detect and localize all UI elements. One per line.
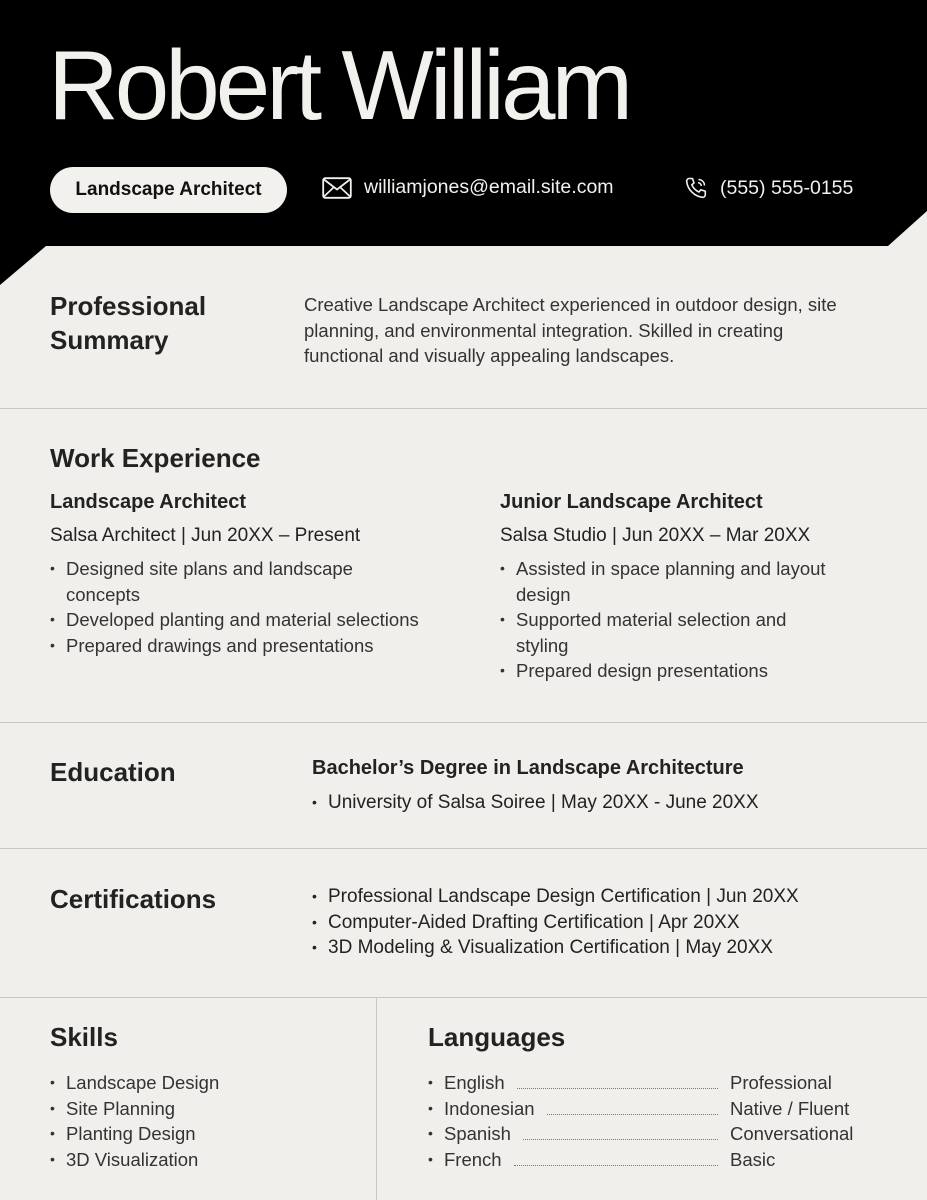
certifications-title: Certifications [50,884,217,914]
column-divider [376,998,377,1200]
education-title: Education [50,757,176,787]
list-item: • Prepared drawings and presentations [50,633,420,659]
language-name: • Indonesian [428,1096,535,1122]
list-item: • University of Salsa Soiree | May 20XX - June 20XX [312,790,872,816]
section-divider [0,722,927,723]
list-item: • Professional Landscape Design Certification | Jun 20XX [312,884,892,910]
experience-title: Work Experience [50,443,261,473]
job-bullets [50,556,420,658]
language-row [428,1070,864,1096]
candidate-name: Robert William [48,30,630,140]
list-item: • Site Planning [50,1096,350,1122]
phone-icon [684,176,708,200]
list-item: • Assisted in space planning and layout design [500,556,830,607]
languages-list [428,1070,864,1172]
language-level: Conversational [730,1123,854,1144]
dotted-leader [514,1165,718,1166]
section-divider [0,408,927,409]
language-row [428,1121,864,1147]
list-item: • Prepared design presentations [500,658,830,684]
email-contact[interactable] [322,176,614,199]
dotted-leader [523,1139,718,1140]
dotted-leader [517,1088,718,1089]
list-item: • Landscape Design [50,1070,350,1096]
job-title: Landscape Architect [50,491,246,513]
skills-list [50,1070,350,1172]
list-item: • Designed site plans and landscape concepts [50,556,420,607]
language-level: Native / Fluent [730,1097,850,1119]
job-meta: Salsa Studio | Jun 20XX – Mar 20XX [500,525,811,546]
job-meta: Salsa Architect | Jun 20XX – Present [50,525,361,546]
language-level: Professional [730,1072,832,1093]
role-badge: Landscape Architect [50,167,287,213]
language-level: Basic [730,1148,776,1170]
summary-title: Professional Summary [50,291,207,356]
phone-contact[interactable] [684,176,853,200]
education-bullets [312,790,872,816]
section-divider [0,848,927,849]
list-item: • Computer-Aided Drafting Certification | Apr 20XX [312,910,892,936]
job-bullets [500,556,830,684]
languages-title: Languages [428,1022,566,1052]
dotted-leader [547,1114,718,1115]
job-title: Junior Landscape Architect [500,491,763,513]
skills-title: Skills [50,1022,118,1052]
language-name: • Spanish [428,1121,511,1147]
list-item: • Developed planting and material selections [50,607,420,633]
language-name: • French [428,1147,502,1173]
envelope-icon [322,177,352,199]
phone-text: (555) 555-0155 [720,176,854,199]
language-name: • English [428,1070,505,1096]
email-text: williamjones@email.site.com [364,176,614,198]
language-row [428,1096,864,1122]
section-divider [0,997,927,998]
list-item: • Planting Design [50,1121,350,1147]
list-item: • 3D Modeling & Visualization Certification | May 20XX [312,935,892,961]
certifications-bullets [312,884,892,961]
language-row [428,1147,864,1173]
degree-title: Bachelor’s Degree in Landscape Architecture [312,757,744,779]
summary-text: Creative Landscape Architect experienced in outdoor design, site planning, and environmental integration. Skilled in creating functional and visually appealing landscapes. [304,294,837,366]
list-item: • Supported material selection and styling [500,607,830,658]
list-item: • 3D Visualization [50,1147,350,1173]
